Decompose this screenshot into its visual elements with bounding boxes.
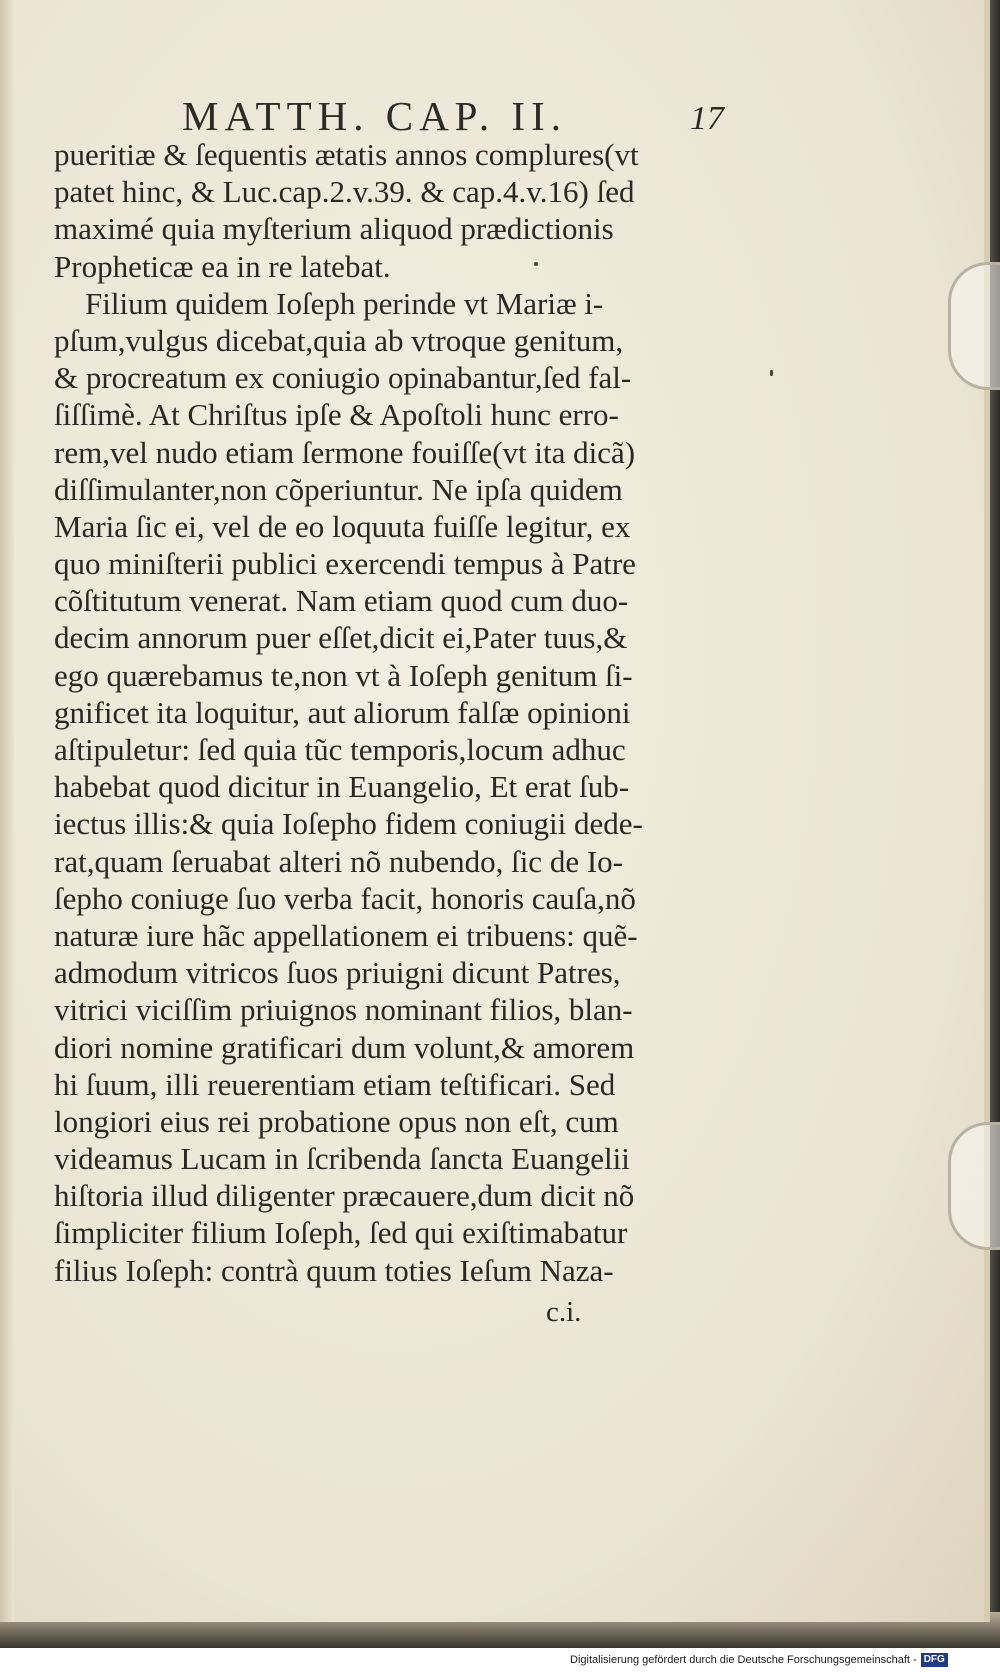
text-line: naturæ iure hãc appellationem ei tribuens: quẽ- [54, 917, 638, 953]
text-line: decim annorum puer eſſet,dicit ei,Pater tuus,& [54, 620, 628, 656]
text-line: pueritiæ & ſequentis ætatis annos complures(vt [54, 137, 639, 172]
text-line: videamus Lucam in ſcribenda ſancta Euangelii [54, 1141, 630, 1177]
dfg-logo-icon: DFG [921, 1653, 948, 1667]
text-line: filius Ioſeph: contrà quum toties Ieſum Naza- [54, 1252, 614, 1288]
text-line: Filium quidem Ioſeph perinde vt Mariæ i- [54, 285, 604, 321]
text-line: hiſtoria illud diligenter præcauere,dum dicit nõ [54, 1178, 635, 1214]
text-line: patet hinc, & Luc.cap.2.v.39. & cap.4.v.16) ſed [54, 174, 635, 210]
page-gutter [0, 0, 14, 1622]
signature-mark: c.i. [546, 1296, 582, 1328]
text-line: vitrici viciſſim priuignos nominant filios, blan- [54, 992, 633, 1028]
text-line: hi ſuum, illi reuerentiam etiam teſtificari. Sed [54, 1066, 616, 1102]
text-line: gnificet ita loquitur, aut aliorum falſæ opinioni [54, 694, 631, 730]
text-line: admodum vitricos ſuos priuigni dicunt Patres, [54, 955, 621, 991]
text-line: ſiſſimè. At Chriſtus ipſe & Apoſtoli hunc erro- [54, 397, 619, 433]
text-line: Maria ſic ei, vel de eo loquuta fuiſſe legitur, ex [54, 508, 631, 544]
text-line: ego quærebamus te,non vt à Ioſeph genitum ſi- [54, 657, 633, 693]
text-line: ſimpliciter filium Ioſeph, ſed qui exiſtimabatur [54, 1215, 628, 1251]
text-line: cõſtitutum venerat. Nam etiam quod cum duo- [54, 583, 629, 619]
ink-speck [534, 262, 538, 266]
text-line: rat,quam ſeruabat alteri nõ nubendo, ſic de Io- [54, 843, 623, 879]
text-line: maximé quia myſterium aliquod prædictionis [54, 211, 614, 247]
page-clip-bottom [948, 1122, 1000, 1250]
text-line: diſſimulanter,non cõperiuntur. Ne ipſa quidem [54, 471, 623, 507]
text-line: aſtipuletur: ſed quia tũc temporis,locum adhuc [54, 732, 626, 767]
running-head: MATTH. CAP. II. [182, 93, 567, 139]
text-line: & procreatum ex coniugio opinabantur,ſed fal- [54, 360, 632, 396]
text-line: iectus illis:& quia Ioſepho fidem coniugii dede- [54, 806, 643, 842]
ink-speck [770, 370, 773, 376]
page-clip-top [948, 262, 1000, 390]
page-number: 17 [690, 100, 724, 137]
text-line: ſepho coniuge ſuo verba facit, honoris cauſa,nõ [54, 880, 636, 916]
digitization-footer [570, 1651, 996, 1669]
footer-credit: Digitalisierung gefördert durch die Deutsche Forschungsgemeinschaft - [570, 1654, 917, 1666]
text-block [54, 136, 754, 1289]
text-line: habebat quod dicitur in Euangelio, Et erat ſub- [54, 769, 630, 805]
text-line: pſum,vulgus dicebat,quia ab vtroque genitum, [54, 322, 624, 358]
text-line: diori nomine gratificari dum volunt,& amorem [54, 1029, 635, 1065]
text-line: longiori eius rei probatione opus non eſt, cum [54, 1103, 619, 1139]
text-line: quo miniſterii publici exercendi tempus à Patre [54, 546, 636, 582]
text-line: Propheticæ ea in re latebat. [54, 248, 391, 284]
text-line: rem,vel nudo etiam ſermone fouiſſe(vt ita dicã) [54, 434, 636, 470]
